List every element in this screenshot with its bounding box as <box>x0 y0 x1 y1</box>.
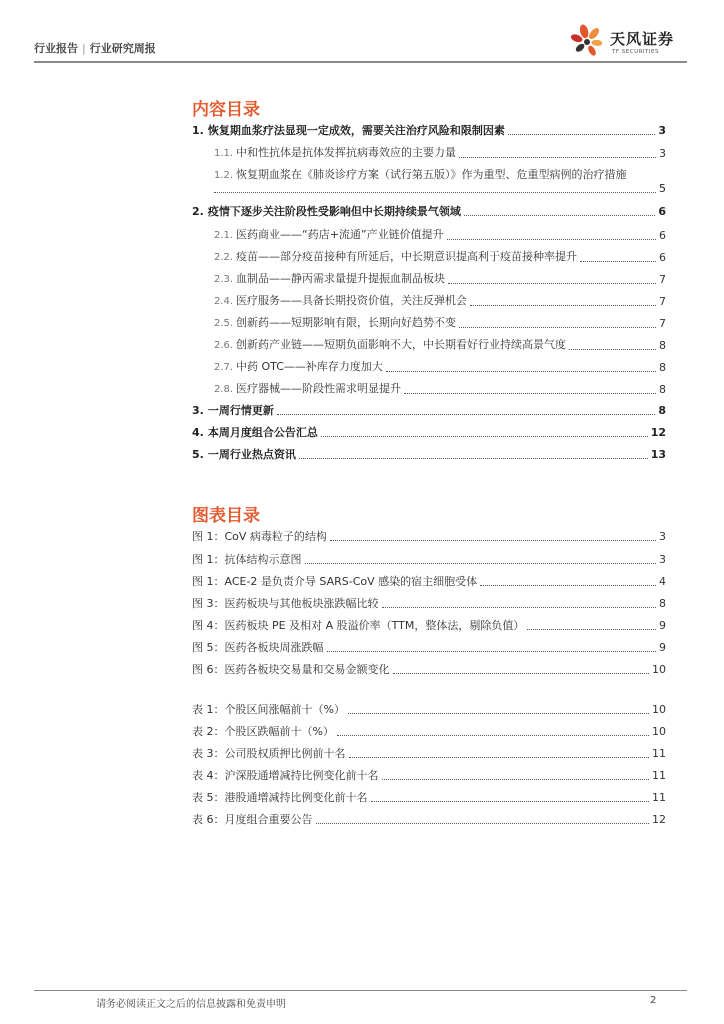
toc-entry-continuation[interactable] <box>214 182 666 196</box>
toc-entry-page: 7 <box>659 295 666 308</box>
figure-entry-page: 9 <box>659 641 666 654</box>
figure-entry[interactable] <box>192 530 666 544</box>
toc-entry-page: 7 <box>659 317 666 330</box>
toc-entry-page: 3 <box>658 124 666 137</box>
toc-entry[interactable]: 5. 一周行业热点资讯 13 <box>192 448 666 461</box>
toc-entry[interactable]: 4. 本周月度组合公告汇总 12 <box>192 426 666 439</box>
toc-entry[interactable]: 2.2. 疫苗——部分疫苗接种有所延后，中长期意识提高利于疫苗接种率提升 6 <box>214 250 666 264</box>
toc-entry-text: 医疗器械——阶段性需求明显提升 <box>236 382 401 395</box>
toc-entry-page: 8 <box>658 404 666 417</box>
table-entry-page: 10 <box>652 703 666 716</box>
toc-entry[interactable]: 2.3. 血制品——静丙需求量提升提振血制品板块 7 <box>214 272 666 286</box>
toc-entry[interactable]: 2.4. 医疗服务——具备长期投资价值，关注反弹机会 7 <box>214 294 666 308</box>
figure-entry-text: 图 1：ACE-2 是负责介导 SARS-CoV 感染的宿主细胞受体 <box>192 575 478 588</box>
toc-entry[interactable]: 1. 恢复期血浆疗法显现一定成效，需要关注治疗风险和限制因素 3 <box>192 124 666 137</box>
figure-entry-page: 8 <box>659 597 666 610</box>
figure-entry-text: 图 1：CoV 病毒粒子的结构 <box>192 530 327 543</box>
leader-dots <box>277 414 656 415</box>
toc-entry-page: 12 <box>650 426 666 439</box>
brand-name: 天风证券 <box>610 30 675 48</box>
toc-entry-text: 创新药产业链——短期负面影响不大，中长期看好行业持续高景气度 <box>236 338 566 351</box>
table-entry-page: 10 <box>652 725 666 738</box>
toc-entry[interactable]: 1.2. 恢复期血浆在《肺炎诊疗方案（试行第五版）》作为重型、危重型病例的治疗措施 <box>214 168 627 181</box>
figure-entry[interactable] <box>192 663 666 677</box>
table-entry[interactable] <box>192 725 666 739</box>
leader-dots <box>447 239 656 240</box>
table-entry-text: 表 4：沪深股通增减持比例变化前十名 <box>192 769 379 782</box>
table-entry-text: 表 6：月度组合重要公告 <box>192 813 313 826</box>
report-header <box>34 40 156 56</box>
figure-entry-page: 3 <box>659 553 666 566</box>
leader-dots <box>371 801 650 802</box>
brand-subtitle: TF SECURITIES <box>612 49 659 55</box>
toc-entry-text: 创新药——短期影响有限，长期向好趋势不变 <box>236 316 456 329</box>
leader-dots <box>480 585 656 586</box>
figure-entry[interactable] <box>192 575 666 589</box>
toc-entry-text: 医疗服务——具备长期投资价值，关注反弹机会 <box>236 294 467 307</box>
leader-dots <box>349 757 650 758</box>
toc-entry-page: 8 <box>659 383 666 396</box>
toc-entry-text: 中药 OTC——补库存力度加大 <box>236 360 383 373</box>
figure-entry-text: 图 1：抗体结构示意图 <box>192 553 302 566</box>
figure-entry-text: 图 3：医药板块与其他板块涨跌幅比较 <box>192 597 379 610</box>
toc-entry-text: 一周行情更新 <box>207 404 274 417</box>
figure-entry-page: 3 <box>659 530 666 543</box>
toc-entry[interactable]: 2.5. 创新药——短期影响有限，长期向好趋势不变 7 <box>214 316 666 330</box>
toc-entry-text: 本周月度组合公告汇总 <box>207 426 318 439</box>
toc-entry-text: 恢复期血浆在《肺炎诊疗方案（试行第五版）》作为重型、危重型病例的治疗措施 <box>236 168 627 181</box>
leader-dots <box>299 458 648 459</box>
figure-entry[interactable] <box>192 597 666 611</box>
toc-entry-page: 6 <box>658 205 666 218</box>
report-category: 行业报告 <box>34 42 78 55</box>
table-entry[interactable] <box>192 769 666 783</box>
figure-entry[interactable] <box>192 619 666 633</box>
page-number: 2 <box>650 995 657 1006</box>
leader-dots <box>569 349 656 350</box>
toc-entry[interactable]: 3. 一周行情更新 8 <box>192 404 666 417</box>
toc-entry[interactable]: 1.1. 中和性抗体是抗体发挥抗病毒效应的主要力量 3 <box>214 146 666 160</box>
leader-dots <box>464 215 656 216</box>
leader-dots <box>580 261 656 262</box>
leader-dots <box>316 823 650 824</box>
toc-entry-text: 血制品——静丙需求量提升提振血制品板块 <box>236 272 445 285</box>
toc-entry[interactable]: 2.7. 中药 OTC——补库存力度加大 8 <box>214 360 666 374</box>
figure-entry[interactable] <box>192 553 666 567</box>
figure-entry-text: 图 6：医药各板块交易量和交易金额变化 <box>192 663 390 676</box>
toc-entry[interactable]: 2.6. 创新药产业链——短期负面影响不大，中长期看好行业持续高景气度 8 <box>214 338 666 352</box>
leader-dots <box>305 563 657 564</box>
leader-dots <box>470 305 656 306</box>
contents-title: 内容目录 <box>192 100 260 120</box>
leader-dots <box>459 327 656 328</box>
toc-entry-text: 疫情下逐步关注阶段性受影响但中长期持续景气领域 <box>207 205 461 218</box>
table-entry-text: 表 5：港股通增减持比例变化前十名 <box>192 791 368 804</box>
table-entry-page: 11 <box>652 769 666 782</box>
leader-dots <box>321 436 648 437</box>
report-subcategory: 行业研究周报 <box>89 42 156 55</box>
toc-entry-text: 恢复期血浆疗法显现一定成效，需要关注治疗风险和限制因素 <box>207 124 505 137</box>
leader-dots <box>527 629 656 630</box>
toc-entry[interactable]: 2.8. 医疗器械——阶段性需求明显提升 8 <box>214 382 666 396</box>
leader-dots <box>508 134 656 135</box>
leader-dots <box>382 607 657 608</box>
leader-dots <box>348 713 649 714</box>
footer-disclaimer: 请务必阅读正文之后的信息披露和免责申明 <box>96 999 286 1010</box>
figure-entry-page: 10 <box>652 663 666 676</box>
toc-entry[interactable]: 2.1. 医药商业——“药店+流通”产业链价值提升 6 <box>214 228 666 242</box>
toc-entry-page: 5 <box>659 182 666 195</box>
table-entry-text: 表 3：公司股权质押比例前十名 <box>192 747 346 760</box>
toc-entry-page: 3 <box>659 147 666 160</box>
leader-dots <box>404 393 656 394</box>
toc-entry-page: 7 <box>659 273 666 286</box>
figure-entry-page: 4 <box>659 575 666 588</box>
leader-dots <box>386 371 656 372</box>
toc-entry-page: 6 <box>659 251 666 264</box>
table-entry-page: 11 <box>652 747 666 760</box>
leader-dots <box>337 735 649 736</box>
toc-entry-text: 中和性抗体是抗体发挥抗病毒效应的主要力量 <box>236 146 456 159</box>
table-entry-page: 12 <box>652 813 666 826</box>
header-separator: | <box>82 42 86 55</box>
table-entry[interactable] <box>192 747 666 761</box>
figure-entry-page: 9 <box>659 619 666 632</box>
leader-dots <box>393 673 650 674</box>
header-divider <box>34 61 687 63</box>
leader-dots <box>448 283 656 284</box>
leader-dots <box>327 651 657 652</box>
leader-dots <box>382 779 650 780</box>
footer-divider <box>34 990 687 991</box>
leader-dots <box>214 192 656 193</box>
figure-entry-text: 图 4：医药板块 PE 及相对 A 股溢价率（TTM，整体法，剔除负值） <box>192 619 525 632</box>
toc-entry-text: 疫苗——部分疫苗接种有所延后，中长期意识提高利于疫苗接种率提升 <box>236 250 577 263</box>
toc-entry[interactable]: 2. 疫情下逐步关注阶段性受影响但中长期持续景气领域 6 <box>192 205 666 218</box>
table-entry-text: 表 1：个股区间涨幅前十（%） <box>192 703 345 716</box>
leader-dots <box>330 540 656 541</box>
table-entry-page: 11 <box>652 791 666 804</box>
figure-entry-text: 图 5：医药各板块周涨跌幅 <box>192 641 324 654</box>
figure-entry[interactable] <box>192 641 666 655</box>
toc-entry-text: 医药商业——“药店+流通”产业链价值提升 <box>236 228 444 241</box>
table-entry[interactable] <box>192 703 666 717</box>
toc-entry-page: 8 <box>659 361 666 374</box>
toc-entry-page: 6 <box>659 229 666 242</box>
table-entry-text: 表 2：个股区跌幅前十（%） <box>192 725 334 738</box>
toc-entry-page: 13 <box>650 448 666 461</box>
toc-entry-page: 8 <box>659 339 666 352</box>
leader-dots <box>459 157 656 158</box>
table-entry[interactable] <box>192 791 666 805</box>
figures-title: 图表目录 <box>192 506 260 526</box>
table-entry[interactable] <box>192 813 666 827</box>
toc-entry-text: 一周行业热点资讯 <box>207 448 296 461</box>
